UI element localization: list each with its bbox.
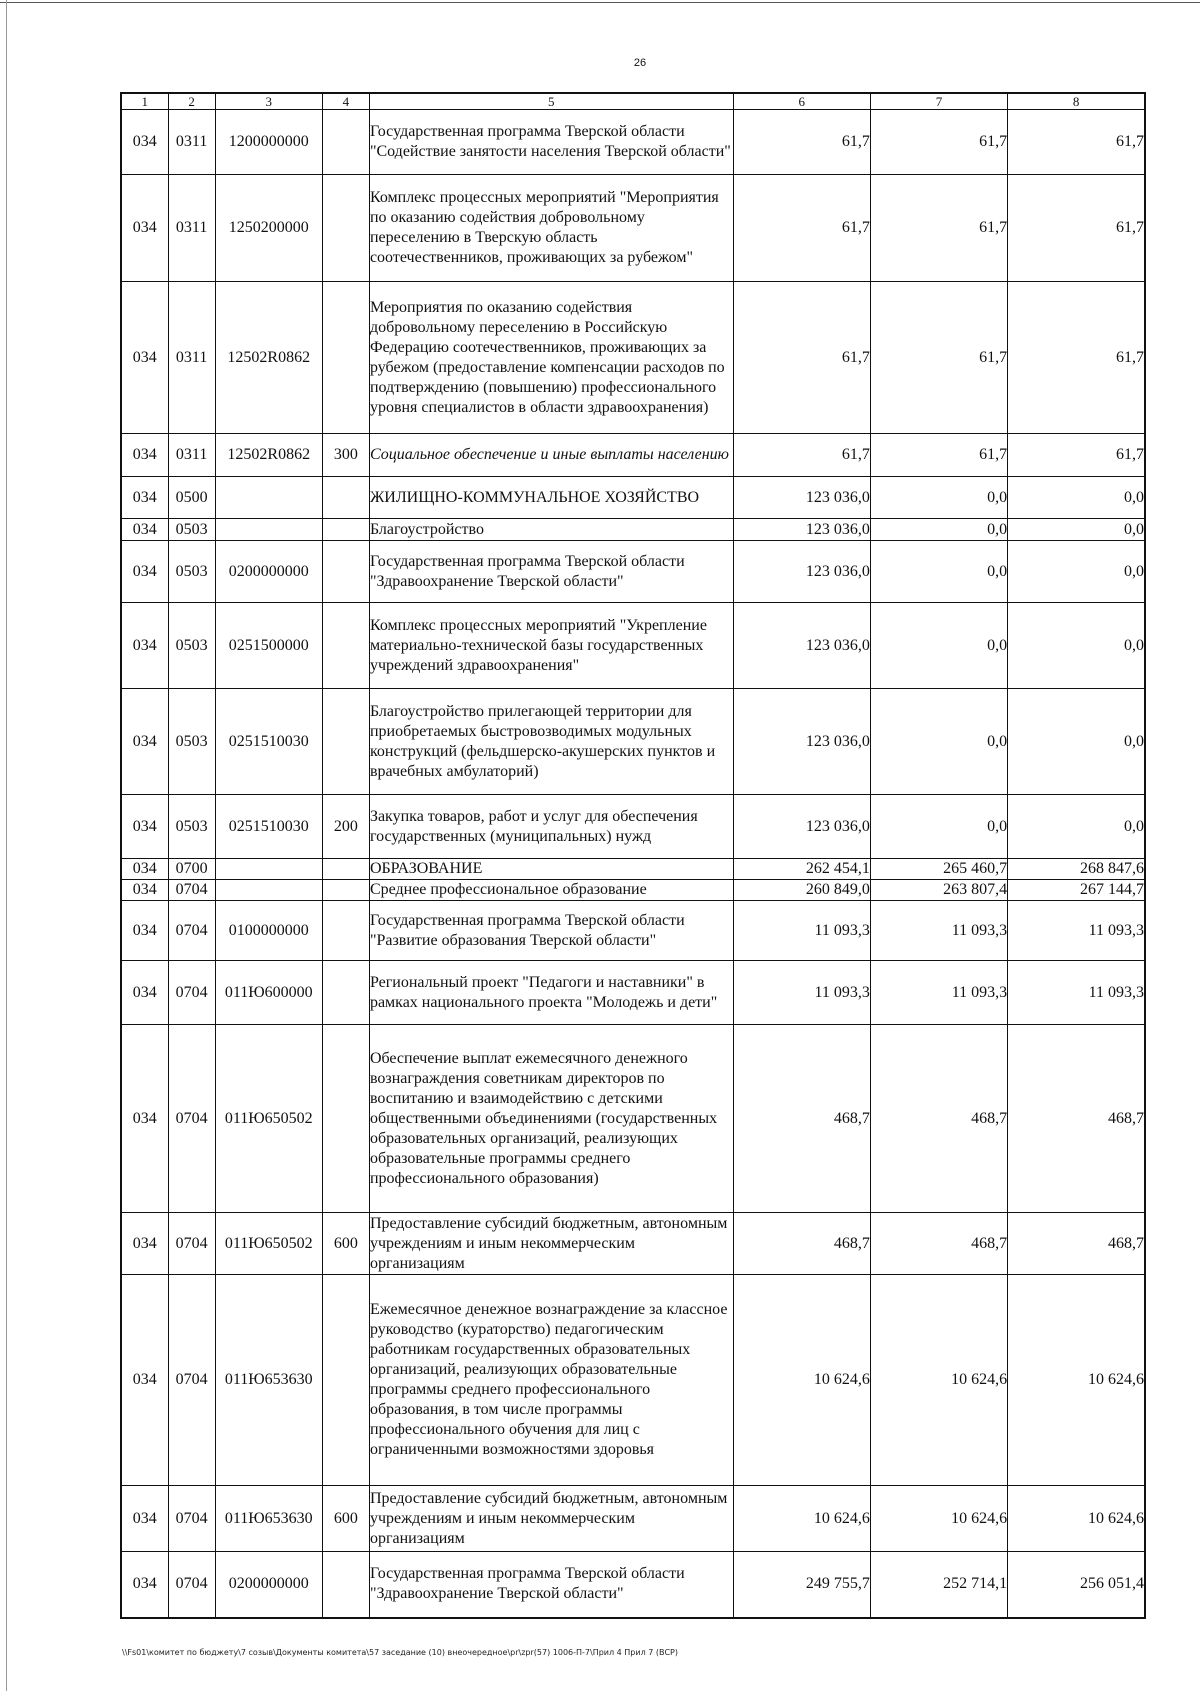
cell-expense-type: 600 [322,1213,369,1275]
cell-section: 0704 [168,901,215,961]
table-row [121,1486,1145,1552]
cell-section: 0311 [168,175,215,282]
cell-expense-type [322,901,369,961]
cell-amount-8: 468,7 [1008,1025,1145,1213]
cell-amount-6: 10 624,6 [733,1275,870,1486]
cell-target-article [215,859,322,880]
cell-expense-type: 200 [322,795,369,859]
cell-admin: 034 [121,689,168,795]
column-header: 1 [121,93,168,110]
cell-description: Среднее профессиональное образование [369,880,733,901]
table-row [121,541,1145,603]
cell-admin: 034 [121,434,168,477]
cell-target-article: 011Ю650502 [215,1025,322,1213]
cell-description: Закупка товаров, работ и услуг для обеспечения государственных (муниципальных) нужд [369,795,733,859]
table-row [121,175,1145,282]
cell-section: 0311 [168,110,215,175]
table-row [121,1275,1145,1486]
cell-expense-type [322,477,369,519]
cell-amount-6: 10 624,6 [733,1486,870,1552]
cell-target-article: 0251500000 [215,603,322,689]
cell-expense-type [322,1275,369,1486]
cell-section: 0704 [168,1486,215,1552]
cell-target-article: 011Ю650502 [215,1213,322,1275]
table-row [121,519,1145,541]
cell-expense-type [322,175,369,282]
cell-admin: 034 [121,1213,168,1275]
cell-admin: 034 [121,901,168,961]
cell-description: Предоставление субсидий бюджетным, автономным учреждениям и иным некоммерческим организациям [369,1213,733,1275]
cell-expense-type [322,603,369,689]
column-number-row [121,93,1145,110]
scan-left-rule [6,0,7,1691]
cell-amount-6: 11 093,3 [733,901,870,961]
cell-amount-7: 61,7 [870,110,1007,175]
cell-admin: 034 [121,603,168,689]
cell-amount-7: 11 093,3 [870,901,1007,961]
page-number: 26 [633,57,647,69]
cell-target-article [215,519,322,541]
cell-description: Мероприятия по оказанию содействия добровольному переселению в Российскую Федерацию соотечественников, проживающих за рубежом (предоставление компенсации расходов по подтверждению (повышению) профессионального уровня специалистов в области здравоохранения) [369,282,733,434]
cell-expense-type [322,859,369,880]
cell-admin: 034 [121,519,168,541]
cell-amount-7: 10 624,6 [870,1486,1007,1552]
column-header: 8 [1008,93,1145,110]
table-row [121,880,1145,901]
cell-amount-7: 265 460,7 [870,859,1007,880]
cell-admin: 034 [121,1275,168,1486]
cell-amount-8: 61,7 [1008,110,1145,175]
cell-section: 0311 [168,434,215,477]
cell-amount-8: 468,7 [1008,1213,1145,1275]
cell-amount-6: 468,7 [733,1025,870,1213]
cell-description: Благоустройство [369,519,733,541]
cell-amount-7: 0,0 [870,519,1007,541]
cell-admin: 034 [121,1486,168,1552]
cell-admin: 034 [121,1552,168,1618]
cell-target-article: 011Ю600000 [215,961,322,1025]
cell-description: ЖИЛИЩНО-КОММУНАЛЬНОЕ ХОЗЯЙСТВО [369,477,733,519]
cell-amount-7: 0,0 [870,689,1007,795]
cell-description: Региональный проект "Педагоги и наставники" в рамках национального проекта "Молодежь и дети" [369,961,733,1025]
cell-amount-8: 61,7 [1008,434,1145,477]
cell-expense-type [322,961,369,1025]
cell-admin: 034 [121,175,168,282]
cell-section: 0704 [168,1025,215,1213]
cell-amount-7: 11 093,3 [870,961,1007,1025]
table-row [121,110,1145,175]
cell-expense-type [322,880,369,901]
column-header: 7 [870,93,1007,110]
cell-admin: 034 [121,282,168,434]
cell-amount-8: 0,0 [1008,795,1145,859]
column-header: 4 [322,93,369,110]
table-row [121,1213,1145,1275]
cell-description: Ежемесячное денежное вознаграждение за классное руководство (кураторство) педагогическим работникам государственных образовательных организаций, реализующих образовательные программы среднего профессионального образования, в том числе программы профессионального обучения для лиц с ограниченными возможностями здоровья [369,1275,733,1486]
cell-section: 0311 [168,282,215,434]
cell-amount-6: 123 036,0 [733,689,870,795]
cell-description: Государственная программа Тверской области "Развитие образования Тверской области" [369,901,733,961]
cell-amount-6: 61,7 [733,175,870,282]
cell-amount-8: 267 144,7 [1008,880,1145,901]
cell-description: ОБРАЗОВАНИЕ [369,859,733,880]
cell-target-article: 011Ю653630 [215,1486,322,1552]
cell-admin: 034 [121,880,168,901]
cell-section: 0704 [168,1275,215,1486]
cell-admin: 034 [121,110,168,175]
cell-amount-6: 249 755,7 [733,1552,870,1618]
cell-section: 0704 [168,961,215,1025]
cell-expense-type [322,541,369,603]
column-header: 6 [733,93,870,110]
cell-section: 0704 [168,1552,215,1618]
cell-amount-7: 61,7 [870,175,1007,282]
table-row [121,859,1145,880]
cell-amount-7: 0,0 [870,477,1007,519]
table-row [121,434,1145,477]
table-row [121,901,1145,961]
cell-description: Комплекс процессных мероприятий "Укрепление материально-технической базы государственных учреждений здравоохранения" [369,603,733,689]
cell-expense-type [322,282,369,434]
cell-admin: 034 [121,795,168,859]
cell-amount-8: 10 624,6 [1008,1275,1145,1486]
cell-amount-6: 260 849,0 [733,880,870,901]
cell-amount-6: 468,7 [733,1213,870,1275]
cell-expense-type: 300 [322,434,369,477]
cell-amount-8: 256 051,4 [1008,1552,1145,1618]
cell-target-article: 1250200000 [215,175,322,282]
cell-amount-6: 123 036,0 [733,519,870,541]
cell-target-article: 0100000000 [215,901,322,961]
cell-expense-type [322,110,369,175]
cell-expense-type [322,519,369,541]
cell-target-article: 0200000000 [215,1552,322,1618]
table-row [121,1025,1145,1213]
cell-target-article: 0200000000 [215,541,322,603]
table-row [121,282,1145,434]
cell-target-article [215,477,322,519]
cell-description: Обеспечение выплат ежемесячного денежного вознаграждения советникам директоров по воспитанию и взаимодействию с детскими общественными объединениями (государственных образовательных организаций, реализующих образовательные программы среднего профессионального образования) [369,1025,733,1213]
cell-admin: 034 [121,541,168,603]
column-header: 5 [369,93,733,110]
cell-amount-6: 61,7 [733,282,870,434]
cell-amount-6: 123 036,0 [733,603,870,689]
cell-description: Социальное обеспечение и иные выплаты населению [369,434,733,477]
cell-amount-8: 268 847,6 [1008,859,1145,880]
column-header: 2 [168,93,215,110]
cell-amount-6: 123 036,0 [733,795,870,859]
cell-amount-8: 0,0 [1008,477,1145,519]
cell-amount-6: 123 036,0 [733,477,870,519]
cell-amount-6: 123 036,0 [733,541,870,603]
cell-amount-8: 11 093,3 [1008,901,1145,961]
cell-description: Государственная программа Тверской области "Здравоохранение Тверской области" [369,1552,733,1618]
table-row [121,603,1145,689]
cell-target-article [215,880,322,901]
cell-section: 0500 [168,477,215,519]
cell-amount-7: 468,7 [870,1025,1007,1213]
table-row [121,961,1145,1025]
cell-amount-8: 61,7 [1008,282,1145,434]
cell-target-article: 0251510030 [215,795,322,859]
cell-amount-8: 10 624,6 [1008,1486,1145,1552]
cell-target-article: 12502R0862 [215,434,322,477]
cell-description: Комплекс процессных мероприятий "Мероприятия по оказанию содействия добровольному переселению в Тверскую область соотечественников, проживающих за рубежом" [369,175,733,282]
table-row [121,689,1145,795]
cell-expense-type [322,1552,369,1618]
cell-section: 0503 [168,603,215,689]
cell-amount-7: 0,0 [870,603,1007,689]
cell-section: 0503 [168,519,215,541]
file-path-footer: \\Fs01\комитет по бюджету\7 созыв\Документы комитета\57 заседание (10) внеочередное\pr\zpr(57) 1006-П-7\Прил 4 Прил 7 (ВСР) [122,1648,678,1657]
cell-amount-7: 61,7 [870,434,1007,477]
cell-amount-8: 0,0 [1008,603,1145,689]
cell-target-article: 12502R0862 [215,282,322,434]
cell-amount-6: 11 093,3 [733,961,870,1025]
cell-expense-type [322,1025,369,1213]
cell-amount-7: 0,0 [870,541,1007,603]
cell-amount-8: 61,7 [1008,175,1145,282]
cell-amount-7: 263 807,4 [870,880,1007,901]
cell-description: Государственная программа Тверской области "Содействие занятости населения Тверской области" [369,110,733,175]
cell-amount-8: 0,0 [1008,519,1145,541]
cell-amount-7: 252 714,1 [870,1552,1007,1618]
cell-amount-8: 0,0 [1008,541,1145,603]
cell-section: 0503 [168,795,215,859]
table-row [121,1552,1145,1618]
cell-section: 0503 [168,689,215,795]
table-row [121,477,1145,519]
cell-amount-8: 11 093,3 [1008,961,1145,1025]
cell-admin: 034 [121,1025,168,1213]
cell-section: 0704 [168,1213,215,1275]
cell-section: 0700 [168,859,215,880]
cell-target-article: 0251510030 [215,689,322,795]
cell-admin: 034 [121,859,168,880]
cell-description: Предоставление субсидий бюджетным, автономным учреждениям и иным некоммерческим организациям [369,1486,733,1552]
cell-description: Государственная программа Тверской области "Здравоохранение Тверской области" [369,541,733,603]
cell-description: Благоустройство прилегающей территории для приобретаемых быстровозводимых модульных конструкций (фельдшерско-акушерских пунктов и врачебных амбулаторий) [369,689,733,795]
column-header: 3 [215,93,322,110]
budget-table [120,92,1146,1619]
cell-amount-7: 0,0 [870,795,1007,859]
cell-expense-type: 600 [322,1486,369,1552]
cell-amount-7: 468,7 [870,1213,1007,1275]
cell-section: 0704 [168,880,215,901]
cell-section: 0503 [168,541,215,603]
cell-amount-6: 61,7 [733,110,870,175]
cell-amount-7: 61,7 [870,282,1007,434]
cell-admin: 034 [121,477,168,519]
cell-amount-6: 262 454,1 [733,859,870,880]
cell-admin: 034 [121,961,168,1025]
cell-amount-6: 61,7 [733,434,870,477]
table-row [121,795,1145,859]
scan-top-rule [0,2,1200,3]
cell-amount-8: 0,0 [1008,689,1145,795]
cell-target-article: 011Ю653630 [215,1275,322,1486]
cell-amount-7: 10 624,6 [870,1275,1007,1486]
cell-expense-type [322,689,369,795]
cell-target-article: 1200000000 [215,110,322,175]
